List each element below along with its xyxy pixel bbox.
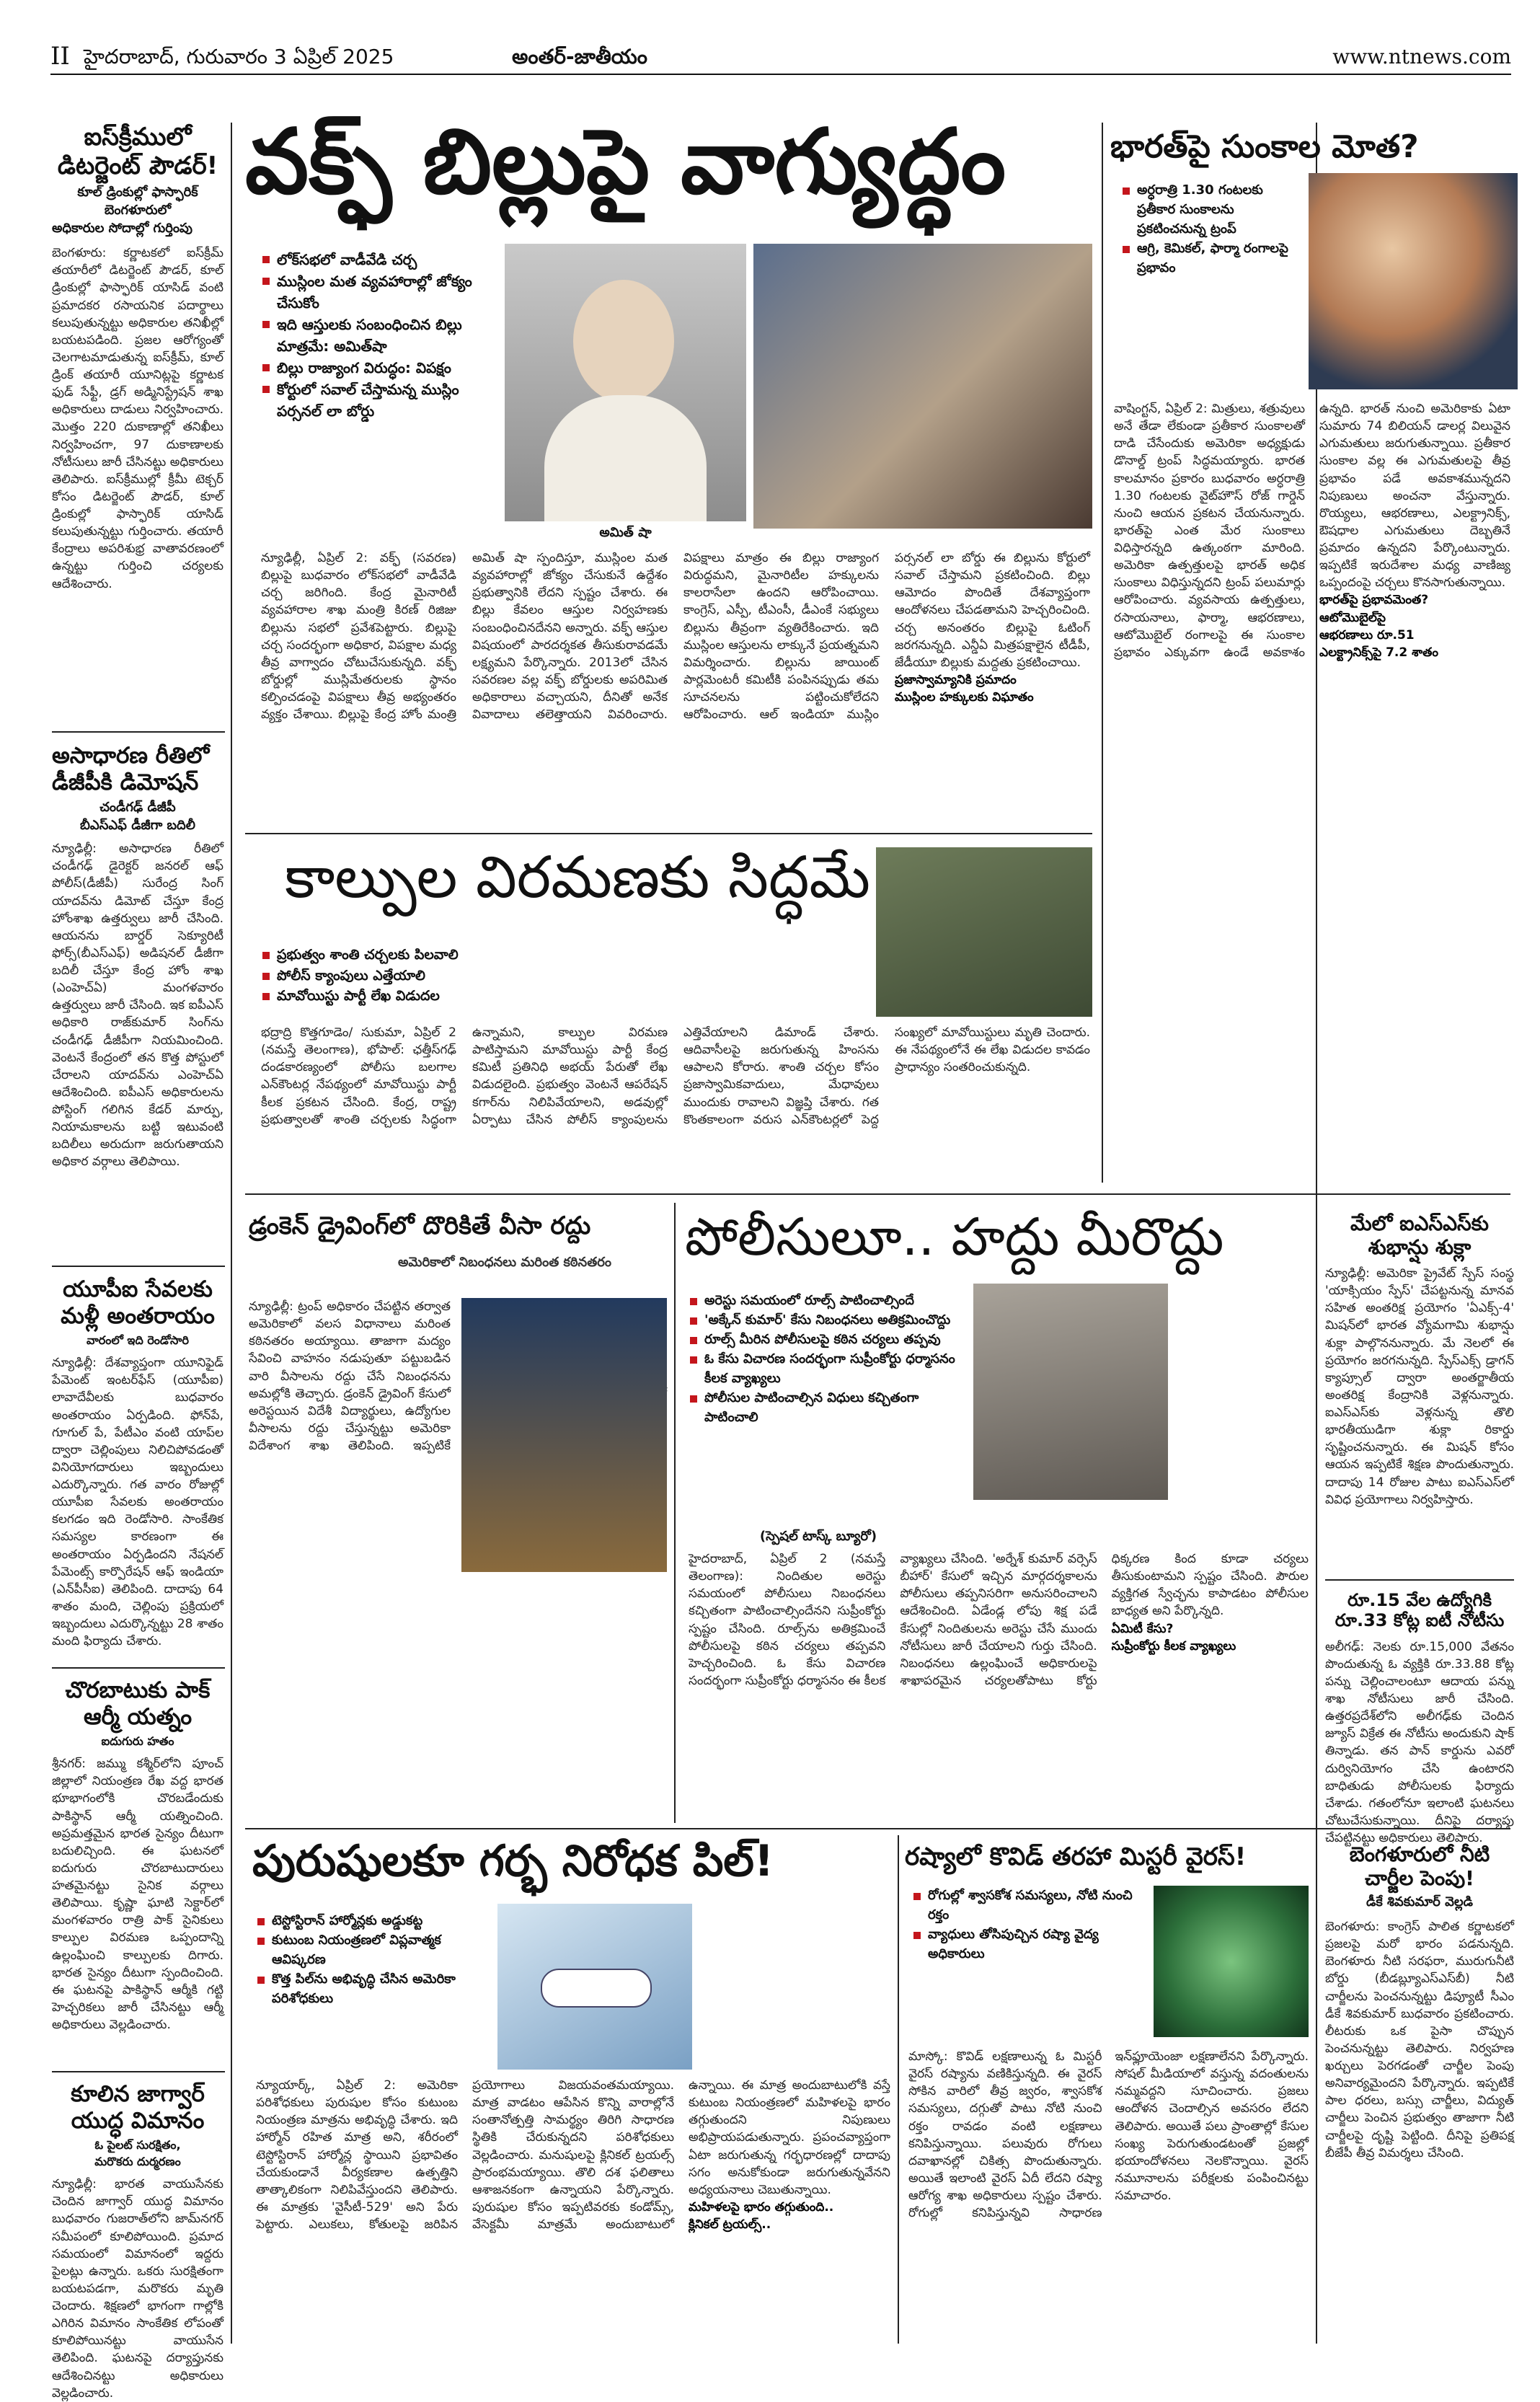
bullet-item: 'అక్కేన్ కుమార్' కేసు నిబంధనలు అతిక్రమించొద్దు xyxy=(689,1310,962,1330)
headline: రష్యాలో కొవిడ్ తరహా మిస్టరీ వైరస్! xyxy=(905,1842,1247,1871)
article-text: న్యూయార్క్, ఏప్రిల్ 2: అమెరికా పరిశోధకులు పురుషుల కోసం కుటుంబ నియంత్రణ మాత్రను అభివృద్ధి చేశారు. ఇది హార్మోన్ రహిత మాత్ర అని, శరీరంలో టెస్టోస్టిరాన్ హార్మోన్ల స్థాయిని ప్రభావితం చేయకుండానే వీర్యకణాల ఉత్పత్తిని తాత్కాలికంగా నిలిపివేస్తుందని తెలిపారు. ఈ మాత్రకు 'వైసీటీ-529' అని పేరు పెట్టారు. ఎలుకలు, కోతులపై జరిపిన ప్రయోగాలు విజయవంతమయ్యాయి. మాత్ర వాడటం ఆపేసిన కొన్ని వారాల్లోనే సంతానోత్పత్తి సామర్థ్యం తిరిగి సాధారణ స్థితికి చేరుకున్నదని పరిశోధకులు వెల్లడించారు. మనుషులపై క్లినికల్ ట్రయల్స్ ప్రారంభమయ్యాయి. తొలి దశ ఫలితాలు ఆశాజనకంగా ఉన్నాయని పేర్కొన్నారు. పురుషుల కోసం ఇప్పటివరకు కండోమ్స్, వేసెక్టమీ మాత్రమే అందుబాటులో ఉన్నాయి. ఈ మాత్ర అందుబాటులోకి వస్తే కుటుంబ నియంత్రణలో మహిళలపై భారం తగ్గుతుందని నిపుణులు అభిప్రాయపడుతున్నారు. ప్రపంచవ్యాప్తంగా ఏటా జరుగుతున్న గర్భధారణల్లో దాదాపు సగం అనుకోకుండా జరుగుతున్నవేనని అధ్యయనాలు చెబుతున్నాయి. xyxy=(256,2078,890,2232)
story-pak-army xyxy=(52,1677,224,2061)
bullet-item: బిల్లు రాజ్యాంగ విరుద్ధం: విపక్షం xyxy=(261,357,492,379)
headline: రూ.15 వేల ఉద్యోగికి రూ.33 కోట్ల ఐటీ నోటీసు xyxy=(1335,1590,1505,1631)
column-divider xyxy=(231,123,232,2344)
bullet-item: కొత్త పిల్‌ను అభివృద్ధి చేసిన అమెరికా పరిశోధకులు xyxy=(256,1969,494,2008)
photo-amit-shah xyxy=(505,244,746,521)
bullet-item: లోక్‌సభలో వాడీవేడి చర్చ xyxy=(261,249,492,270)
capsule-icon xyxy=(541,1969,652,2008)
story-upi xyxy=(52,1276,224,1659)
photo-supreme-court xyxy=(973,1284,1168,1500)
article-body xyxy=(689,1550,1309,1821)
article-body: న్యూఢిల్లీ: దేశవ్యాప్తంగా యూనిఫైడ్ పేమెంట్ ఇంటర్‌ఫేస్ (యూపీఐ) లావాదేవీలకు బుధవారం అంతరాయం ఏర్పడింది. ఫోన్‌పే, గూగుల్ పే, పేటీఎం వంటి యాప్‌ల ద్వారా చెల్లింపులు నిలిచిపోవడంతో వినియోగదారులు ఇబ్బందులు ఎదుర్కొన్నారు. గత వారం రోజుల్లో యూపీఐ సేవలకు అంతరాయం కలగడం ఇది రెండోసారి. సాంకేతిక సమస్యల కారణంగా ఈ అంతరాయం ఏర్పడిందని నేషనల్ పేమెంట్స్ కార్పొరేషన్ ఆఫ్ ఇండియా (ఎన్‌పీసీఐ) తెలిపింది. దాదాపు 64 శాతం మంది, చెల్లింపు ప్రక్రియలో ఇబ్బందులు ఎదుర్కొన్నట్టు 28 శాతం మంది ఫిర్యాదు చేశారు. xyxy=(52,1356,224,1649)
column-divider xyxy=(898,1835,899,2344)
article-body: న్యూఢిల్లీ: అసాధారణ రీతిలో చండీగఢ్ డైరెక్టర్ జనరల్ ఆఫ్ పోలీస్(డీజీపీ) సురేంద్ర సింగ్ యాదవ్‌ను డిమోట్ చేస్తూ కేంద్ర హోంశాఖ ఉత్తర్వులు జారీ చేసింది. ఆయనను బార్డర్ సెక్యూరిటీ ఫోర్స్(బీఎస్‌ఎఫ్) అడిషనల్ డీజీగా బదిలీ చేస్తూ కేంద్ర హోం శాఖ (ఎంహెచ్‌ఏ) మంగళవారం ఉత్తర్వులు జారీ చేసింది. ఇక ఐపీఎస్ అధికారి రాజ్‌కుమార్ సింగ్‌ను చండీగఢ్ డీజీపీగా నియమించింది. వెంటనే కేంద్రంలో తన కొత్త పోస్టులో చేరాలని యాదవ్‌ను ఎంహెచ్‌ఏ ఆదేశించింది. ఐపీఎస్ అధికారులను పోస్టింగ్ గలిగిన కేడర్ మార్పు, నియామకాలను బట్టి ఇటువంటి బదిలీలు అరుదుగా జరుగుతాయని అధికార వర్గాలు తెలిపాయి. xyxy=(52,842,224,1170)
face-shape xyxy=(573,280,674,402)
subhead: ఏమిటీ కేసు? xyxy=(1111,1621,1174,1636)
subheadline: డీకే శివకుమార్ వెల్లడి xyxy=(1366,1894,1473,1910)
subheadline: ఓ పైలట్ సురక్షితం, xyxy=(94,2138,181,2152)
subheadline: ఐదుగురు హతం xyxy=(101,1734,174,1749)
article-body: బెంగళూరు: కర్ణాటకలో ఐస్‌క్రీమ్ తయారీలో డిటర్జెంట్ పౌడర్, కూల్ డ్రింకుల్లో ఫాస్ఫారిక్ యాసిడ్ వంటి ప్రమాదకర రసాయనిక పదార్థాలు కలుపుతున్నట్టు అధికారుల తనిఖీల్లో బయటపడింది. ప్రజల ఆరోగ్యంతో చెలగాటమాడుతున్న ఐస్‌క్రీమ్, కూల్ డ్రింక్ తయారీ యూనిట్లపై కర్ణాటక ఫుడ్ సేఫ్టీ, డ్రగ్ అడ్మినిస్ట్రేషన్ శాఖ అధికారులు దాడులు నిర్వహించారు. మొత్తం 220 దుకాణాల్లో తనిఖీలు నిర్వహించగా, 97 దుకాణాలకు నోటీసులు జారీ చేసినట్టు అధికారులు తెలిపారు. ఐస్‌క్రీముల్లో క్రీమీ టెక్చర్ కోసం డిటర్జెంట్ పౌడర్, కూల్ డ్రింకుల్లో ఫాస్ఫారిక్ యాసిడ్ కలుపుతున్నట్టు గుర్తించారు. తయారీ కేంద్రాలు అపరిశుభ్ర వాతావరణంలో ఉన్నట్టు గుర్తించి చర్యలకు ఆదేశించారు. xyxy=(52,246,224,591)
subheadline: వారంలో ఇది రెండోసారి xyxy=(87,1333,189,1348)
article-body: శ్రీనగర్: జమ్ము కశ్మీర్‌లోని పూంచ్ జిల్లాలో నియంత్రణ రేఖ వద్ద భారత భూభాగంలోకి చొరబడేందుకు పాకిస్థాన్ ఆర్మీ యత్నించింది. అప్రమత్తమైన భారత సైన్యం దీటుగా బదులిచ్చింది. ఈ ఘటనలో ఐదుగురు చొరబాటుదారులు హతమైనట్టు సైనిక వర్గాలు తెలిపాయి. కృష్ణా ఘాటి సెక్టార్‌లో మంగళవారం రాత్రి పాక్ సైనికులు కాల్పుల విరమణ ఒప్పందాన్ని ఉల్లంఘించి కాల్పులకు దిగారు. భారత సైన్యం దీటుగా స్పందించింది. ఈ ఘటనపై పాకిస్థాన్ ఆర్మీకి గట్టి హెచ్చరికలు జారీ చేసినట్టు ఆర్మీ అధికారులు వెల్లడించారు. xyxy=(52,1757,224,2033)
lead-headline: వక్ఫ్ బిల్లుపై వాగ్యుద్ధం xyxy=(245,110,1006,214)
subheadline: అమెరికాలో నిబంధనలు మరింత కఠినతరం xyxy=(398,1255,611,1270)
headline: ఐస్‌క్రీములో డిటర్జెంట్ పౌడర్! xyxy=(57,123,218,181)
photo-pill xyxy=(497,1904,692,2070)
subhead: మహిళలపై భారం తగ్గుతుంది.. xyxy=(689,2199,834,2215)
header-date: హైదరాబాద్, గురువారం 3 ఏప్రిల్ 2025 xyxy=(84,45,394,69)
article-text: వాషింగ్టన్, ఏప్రిల్ 2: మిత్రులు, శత్రువులు అనే తేడా లేకుండా ప్రతీకార సుంకాలతో దాడి చేసేందుకు అమెరికా అధ్యక్షుడు డొనాల్డ్ ట్రంప్ సిద్ధమయ్యారు. భారత కాలమానం ప్రకారం బుధవారం అర్ధరాత్రి 1.30 గంటలకు వైట్‌హౌస్ రోజ్ గార్డెన్ నుంచి ఆయన ప్రకటన చేయనున్నారు. భారత్‌పై ఎంత మేర సుంకాలు విధిస్తారన్నది ఉత్కంఠగా మారింది. అమెరికా ఉత్పత్తులపై భారత్ అధిక సుంకాలు విధిస్తున్నదని ట్రంప్ పలుమార్లు ఆరోపించారు. వ్యవసాయ ఉత్పత్తులు, రసాయనాలు, ఫార్మా, ఆభరణాలు, ఆటోమొబైల్ రంగాలపై ఈ సుంకాల ప్రభావం ఎక్కువగా ఉండే అవకాశం ఉన్నది. భారత్ నుంచి అమెరికాకు ఏటా సుమారు 74 బిలియన్ డాలర్ల విలువైన ఎగుమతులు జరుగుతున్నాయి. ప్రతీకార సుంకాల వల్ల ఈ ఎగుమతులపై తీవ్ర ప్రభావం పడే అవకాశమున్నదని నిపుణులు అంచనా వేస్తున్నారు. రొయ్యలు, ఆభరణాలు, ఎలక్ట్రానిక్స్, ఔషధాల ఎగుమతులు దెబ్బతినే ప్రమాదం ఉన్నదని పేర్కొంటున్నారు. ఇప్పటికే ఇరుదేశాల మధ్య వాణిజ్య ఒప్పందంపై చర్చలు కొనసాగుతున్నాయి. xyxy=(1114,402,1510,660)
section-name: అంతర్-జాతీయం xyxy=(512,45,647,69)
story-bengaluru-water xyxy=(1325,1842,1514,2295)
article-body: అలీగఢ్: నెలకు రూ.15,000 వేతనం పొందుతున్న ఓ వ్యక్తికి రూ.33.88 కోట్ల పన్ను చెల్లించాలంటూ ఆదాయ పన్ను శాఖ నోటీసులు జారీ చేసింది. ఉత్తరప్రదేశ్‌లోని అలీగఢ్‌కు చెందిన జ్యూస్ విక్రేత ఈ నోటీసు అందుకుని షాక్ తిన్నాడు. తన పాన్ కార్డును ఎవరో దుర్వినియోగం చేసి ఉంటారని బాధితుడు పోలీసులకు ఫిర్యాదు చేశాడు. గతంలోనూ ఇలాంటి ఘటనలు చోటుచేసుకున్నాయి. దీనిపై దర్యాప్తు చేపట్టినట్టు అధికారులు తెలిపారు. xyxy=(1325,1639,1514,1845)
article-body: న్యూఢిల్లీ: ట్రంప్ అధికారం చేపట్టిన తర్వాత అమెరికాలో వలస విధానాలు మరింత కఠినతరం అయ్యాయి. తాజాగా మద్యం సేవించి వాహనం నడుపుతూ పట్టుబడిన వారి వీసాలను రద్దు చేసే నిబంధనను అమల్లోకి తెచ్చారు. డ్రంకెన్ డ్రైవింగ్ కేసులో అరెస్టయిన విదేశీ విద్యార్థులు, ఉద్యోగుల వీసాలను రద్దు చేస్తున్నట్టు అమెరికా విదేశాంగ శాఖ తెలిపింది. ఇప్పటికే xyxy=(249,1299,451,1453)
headline: బెంగళూరులో నీటి చార్జీల పెంపు! xyxy=(1349,1842,1490,1891)
bullet-item: అరెస్టు సమయంలో రూల్స్ పాటించాల్సిందే xyxy=(689,1291,962,1310)
subheadline: మరొకరు దుర్మరణం xyxy=(94,2155,181,2169)
headline: డ్రంకెన్ డ్రైవింగ్‌లో దొరికితే వీసా రద్దు xyxy=(249,1211,591,1240)
bullet-item: రూల్స్ మీరిన పోలీసులపై కఠిన చర్యలు తప్పవు xyxy=(689,1330,962,1349)
bullet-item: ఆగ్రి, కెమికల్, ఫార్మా రంగాలపై ప్రభావం xyxy=(1121,239,1294,278)
website-link[interactable]: www.ntnews.com xyxy=(1332,45,1511,69)
bullet-item: పోలీసుల పాటించాల్సిన విధులు కచ్చితంగా పాటించాలి xyxy=(689,1388,962,1427)
headline: భారత్‌పై సుంకాల మోత? xyxy=(1110,128,1419,165)
headline: పోలీసులూ.. హద్దు మీరొద్దు xyxy=(685,1206,1224,1267)
article-body: బెంగళూరు: కాంగ్రెస్ పాలిత కర్ణాటకలో ప్రజలపై మరో భారం పడనున్నది. బెంగళూరు నీటి సరఫరా, మురుగునీటి బోర్డు (బీడబ్ల్యూఎస్‌ఎస్‌బీ) నీటి చార్జీలను పెంచనున్నట్టు డిప్యూటీ సీఎం డీకే శివకుమార్ బుధవారం ప్రకటించారు. లీటరుకు ఒక పైసా చొప్పున పెంచనున్నట్టు తెలిపారు. నిర్వహణ ఖర్చులు పెరగడంతో చార్జీల పెంపు అనివార్యమైందని పేర్కొన్నారు. ఇప్పటికే పాల ధరలు, బస్సు చార్జీలు, విద్యుత్ చార్జీలు పెంచిన ప్రభుత్వం తాజాగా నీటి చార్జీలపై దృష్టి పెట్టింది. దీనిపై ప్రతిపక్ష బీజేపీ తీవ్ర విమర్శలు చేసింది. xyxy=(1325,1920,1514,2160)
subhead: ఎలక్ట్రానిక్స్‌పై 7.2 శాతం xyxy=(1319,645,1438,660)
subheadline: బెంగళూరులో xyxy=(104,203,172,218)
bullet-item: రోగుల్లో శ్వాసకోశ సమస్యలు, నోటి నుంచి రక్తం xyxy=(912,1886,1143,1925)
photo-caption: అమిత్ షా xyxy=(599,525,652,540)
subhead: ఆటోమొబైల్‌పై xyxy=(1319,610,1386,625)
bullet-item: మావోయిస్టు పార్టీ లేఖ విడుదల xyxy=(261,986,477,1007)
divider xyxy=(245,1193,1510,1195)
bullet-item: పోలీస్ క్యాంపులు ఎత్తేయాలి xyxy=(261,966,477,986)
subheadline: అధికారుల సోదాల్లో గుర్తింపు xyxy=(52,221,192,237)
subhead: ఆభరణాలు రూ.51 xyxy=(1319,627,1415,643)
article-text: హైదరాబాద్, ఏప్రిల్ 2 (నమస్తే తెలంగాణ): నిందితుల అరెస్టు సమయంలో పోలీసులు నిబంధనలు కచ్చితంగా పాటించాల్సిందేనని సుప్రీంకోర్టు స్పష్టం చేసింది. రూల్స్‌ను అతిక్రమించే పోలీసులపై కఠిన చర్యలు తప్పవని హెచ్చరించింది. ఓ కేసు విచారణ సందర్భంగా సుప్రీంకోర్టు ధర్మాసనం ఈ కీలక వ్యాఖ్యలు చేసింది. 'అర్నేశ్ కుమార్ వర్సెస్ బీహార్' కేసులో ఇచ్చిన మార్గదర్శకాలను పోలీసులు తప్పనిసరిగా అనుసరించాలని ఆదేశించింది. ఏడేండ్ల లోపు శిక్ష పడే కేసుల్లో నిందితులను అరెస్టు చేసే ముందు నోటీసులు జారీ చేయాలని గుర్తు చేసింది. నిబంధనలు ఉల్లంఘించే అధికారులపై శాఖాపరమైన చర్యలతోపాటు కోర్టు ధిక్కరణ కింద కూడా చర్యలు తీసుకుంటామని స్పష్టం చేసింది. పౌరుల వ్యక్తిగత స్వేచ్ఛను కాపాడటం పోలీసుల బాధ్యత అని పేర్కొన్నది. xyxy=(689,1552,1309,1688)
bullet-item: ముస్లింల మత వ్యవహారాల్లో జోక్యం చేసుకోం xyxy=(261,270,492,314)
page-number: II xyxy=(50,42,70,71)
subheadline: బీఎస్‌ఎఫ్ డీజీగా బదిలీ xyxy=(80,818,195,834)
story-shubhanshu xyxy=(1325,1211,1514,1550)
subhead: ముస్లింల హక్కులకు విఘాతం xyxy=(895,690,1034,705)
story-jaguar xyxy=(52,2081,224,2401)
article-body xyxy=(256,2077,890,2336)
bullet-list xyxy=(1121,180,1294,278)
bullet-list xyxy=(689,1291,962,1427)
bullet-list xyxy=(261,945,477,1007)
shirt-shape xyxy=(544,395,707,521)
story-icecream xyxy=(52,123,224,676)
page-header xyxy=(50,42,1511,75)
divider xyxy=(245,833,1092,834)
photo-maoist xyxy=(876,847,1092,1017)
article-body xyxy=(1114,400,1510,1179)
article-body: న్యూఢిల్లీ: అమెరికా ప్రైవేట్ స్పేస్ సంస్థ 'యాక్సియం స్పేస్' చేపట్టనున్న మానవ సహిత అంతరిక్ష ప్రయోగం 'ఏఎక్స్-4' మిషన్‌లో భారత వ్యోమగామి శుభాన్షు శుక్లా పాల్గొననున్నారు. మే నెలలో ఈ ప్రయోగం జరగనున్నది. స్పేస్‌ఎక్స్ డ్రాగన్ క్యాప్సూల్ ద్వారా అంతర్జాతీయ అంతరిక్ష కేంద్రానికి వెళ్లనున్నారు. ఐఎస్‌ఎస్‌కు వెళ్లనున్న తొలి భారతీయుడిగా శుక్లా రికార్డు సృష్టించనున్నారు. ఈ మిషన్ కోసం ఆయన ఇప్పటికే శిక్షణ పొందుతున్నారు. దాదాపు 14 రోజుల పాటు ఐఎస్‌ఎస్‌లో వివిధ ప్రయోగాలు నిర్వహిస్తారు. xyxy=(1325,1266,1514,1507)
article-text: న్యూఢిల్లీ, ఏప్రిల్ 2: వక్ఫ్ (సవరణ) బిల్లుపై బుధవారం లోక్‌సభలో వాడీవేడి చర్చ జరిగింది. కేంద్ర మైనారిటీ వ్యవహారాల శాఖ మంత్రి కిరణ్ రిజిజు బిల్లును సభలో ప్రవేశపెట్టారు. బిల్లుపై చర్చ సందర్భంగా అధికార, విపక్షాల మధ్య తీవ్ర వాగ్వాదం చోటుచేసుకున్నది. వక్ఫ్ బోర్డుల్లో ముస్లిమేతరులకు స్థానం కల్పించడంపై విపక్షాలు తీవ్ర అభ్యంతరం వ్యక్తం చేశాయి. బిల్లుపై కేంద్ర హోం మంత్రి అమిత్ షా స్పందిస్తూ, ముస్లింల మత వ్యవహారాల్లో జోక్యం చేసుకునే ఉద్దేశం ప్రభుత్వానికి లేదని స్పష్టం చేశారు. ఈ బిల్లు కేవలం ఆస్తుల నిర్వహణకు సంబంధించినదేనని అన్నారు. వక్ఫ్ ఆస్తుల విషయంలో పారదర్శకత తీసుకురావడమే లక్ష్యమని పేర్కొన్నారు. 2013లో చేసిన సవరణల వల్ల వక్ఫ్ బోర్డులకు అపరిమిత అధికారాలు వచ్చాయని, దీనితో అనేక వివాదాలు తలెత్తాయని వివరించారు. విపక్షాలు మాత్రం ఈ బిల్లు రాజ్యాంగ విరుద్ధమని, మైనారిటీల హక్కులను కాలరాసేలా ఉందని ఆరోపించాయి. కాంగ్రెస్, ఎస్పీ, టీఎంసీ, డీఎంకే సభ్యులు బిల్లును తీవ్రంగా వ్యతిరేకించారు. ఇది ముస్లింల ఆస్తులను లాక్కునే ప్రయత్నమని విమర్శించారు. బిల్లును జాయింట్ పార్లమెంటరీ కమిటీకి పంపినప్పుడు తమ సూచనలను పట్టించుకోలేదని ఆరోపించారు. ఆల్ ఇండియా ముస్లిం పర్సనల్ లా బోర్డు ఈ బిల్లును కోర్టులో సవాల్ చేస్తామని ప్రకటించింది. బిల్లు ఆమోదం పొందితే దేశవ్యాప్తంగా ఆందోళనలు చేపడతామని హెచ్చరించింది. చర్చ అనంతరం బిల్లుపై ఓటింగ్ జరగనున్నది. ఎన్డీఏ మిత్రపక్షాలైన టీడీపీ, జేడీయూ బిల్లుకు మద్దతు ప్రకటించాయి. xyxy=(261,551,1090,723)
subhead: ప్రజాస్వామ్యానికి ప్రమాదం xyxy=(895,672,1017,687)
column-divider xyxy=(1102,123,1103,1183)
subheadline: కూల్ డ్రింకుల్లో ఫాస్ఫారిక్ xyxy=(77,185,198,200)
divider xyxy=(245,1828,1510,1829)
bullet-item: వ్యాధులు తోసిపుచ్చిన రష్యా వైద్య అధికారులు xyxy=(912,1925,1143,1964)
photo-police xyxy=(461,1298,667,1572)
headline: అసాధారణ రీతిలో డీజీపీకి డిమోషన్ xyxy=(52,743,210,795)
article-body: మాస్కో: కొవిడ్ లక్షణాలున్న ఓ మిస్టరీ వైరస్ రష్యాను వణికిస్తున్నది. ఈ వైరస్ సోకిన వారిలో తీవ్ర జ్వరం, శ్వాసకోశ సమస్యలు, దగ్గుతో పాటు నోటి నుంచి రక్తం రావడం వంటి లక్షణాలు కనిపిస్తున్నాయి. పలువురు రోగులు దవాఖానల్లో చికిత్స పొందుతున్నారు. అయితే ఇలాంటి వైరస్ ఏదీ లేదని రష్యా ఆరోగ్య శాఖ అధికారులు స్పష్టం చేశారు. రోగుల్లో కనిపిస్తున్నవి సాధారణ ఇన్‌ఫ్లూయెంజా లక్షణాలేనని పేర్కొన్నారు. సోషల్ మీడియాలో వస్తున్న వదంతులను నమ్మవద్దని సూచించారు. ప్రజలు ఆందోళన చెందాల్సిన అవసరం లేదని తెలిపారు. అయితే పలు ప్రాంతాల్లో కేసుల సంఖ్య పెరుగుతుండటంతో ప్రజల్లో భయాందోళనలు నెలకొన్నాయి. వైరస్ నమూనాలను పరీక్షలకు పంపించినట్టు సమాచారం. xyxy=(908,2049,1309,2221)
bullet-item: కోర్టులో సవాల్ చేస్తామన్న ముస్లిం పర్సనల్ లా బోర్డు xyxy=(261,379,492,422)
headline: యూపీఐ సేవలకు మళ్లీ అంతరాయం xyxy=(61,1276,215,1329)
headline: చొరబాటుకు పాక్ ఆర్మీ యత్నం xyxy=(65,1677,211,1730)
bullet-item: ఓ కేసు విచారణ సందర్భంగా సుప్రీంకోర్టు ధర్మాసనం కీలక వ్యాఖ్యలు xyxy=(689,1349,962,1388)
photo-virus xyxy=(1154,1886,1309,2037)
subhead: భారత్‌పై ప్రభావమెంత? xyxy=(1319,593,1429,608)
divider xyxy=(52,1667,225,1669)
dateline: (స్పెషల్ టాస్క్ బ్యూరో) xyxy=(759,1529,877,1544)
bullet-item: అర్ధరాత్రి 1.30 గంటలకు ప్రతీకార సుంకాలను ప్రకటించనున్న ట్రంప్ xyxy=(1121,180,1294,239)
bullet-list xyxy=(261,249,492,422)
headline: పురుషులకూ గర్భ నిరోధక పిల్! xyxy=(252,1836,774,1886)
headline: మేలో ఐఎస్‌ఎస్‌కు శుభాన్షు శుక్లా xyxy=(1350,1211,1489,1260)
divider xyxy=(52,731,225,733)
divider xyxy=(52,1266,225,1267)
bullet-item: ప్రభుత్వం శాంతి చర్చలకు పిలవాలి xyxy=(261,945,477,966)
photo-trump xyxy=(1309,173,1518,389)
bullet-list xyxy=(912,1886,1143,1964)
headline: కూలిన జాగ్వార్ యుద్ధ విమానం xyxy=(71,2081,205,2134)
photo-lok-sabha xyxy=(753,244,1092,529)
divider xyxy=(52,2071,225,2072)
column-divider xyxy=(674,1203,676,1823)
story-it-notice xyxy=(1325,1590,1514,1855)
story-dgp xyxy=(52,743,224,1257)
bullet-item: కుటుంబ నియంత్రణలో విప్లవాత్మక ఆవిష్కరణ xyxy=(256,1930,494,1969)
subheadline: చండీగఢ్ డీజీపీ xyxy=(99,800,176,816)
bullet-item: ఇది ఆస్తులకు సంబంధించిన బిల్లు మాత్రమే: అమిత్‌షా xyxy=(261,314,492,357)
article-body: భద్రాద్రి కొత్తగూడెం/ సుకుమా, ఏప్రిల్ 2 (నమస్తే తెలంగాణ), భోపాల్: ఛత్తీస్‌గఢ్ దండకారణ్యంలో పోలీసు బలగాల ఎన్‌కౌంటర్ల నేపథ్యంలో మావోయిస్టు పార్టీ కీలక ప్రకటన చేసింది. కేంద్ర, రాష్ట్ర ప్రభుత్వాలతో శాంతి చర్చలకు సిద్ధంగా ఉన్నామని, కాల్పుల విరమణ పాటిస్తామని మావోయిస్టు పార్టీ కేంద్ర కమిటీ ప్రతినిధి అభయ్ పేరుతో లేఖ విడుదలైంది. ప్రభుత్వం వెంటనే ఆపరేషన్ కగార్‌ను నిలిపివేయాలని, అడవుల్లో ఏర్పాటు చేసిన పోలీస్ క్యాంపులను ఎత్తివేయాలని డిమాండ్ చేశారు. ఆదివాసీలపై జరుగుతున్న హింసను ఆపాలని కోరారు. శాంతి చర్చల కోసం ప్రజాస్వామికవాదులు, మేధావులు ముందుకు రావాలని విజ్ఞప్తి చేశారు. గత కొంతకాలంగా వరుస ఎన్‌కౌంటర్లలో పెద్ద సంఖ్యలో మావోయిస్టులు మృతి చెందారు. ఈ నేపథ్యంలోనే ఈ లేఖ విడుదల కావడం ప్రాధాన్యం సంతరించుకున్నది. xyxy=(261,1025,1090,1127)
subhead: సుప్రీంకోర్టు కీలక వ్యాఖ్యలు xyxy=(1111,1638,1236,1653)
article-body: న్యూఢిల్లీ: భారత వాయుసేనకు చెందిన జాగ్వార్ యుద్ధ విమానం బుధవారం గుజరాత్‌లోని జామ్‌నగర్ సమీపంలో కూలిపోయింది. ప్రమాద సమయంలో విమానంలో ఇద్దరు పైలట్లు ఉన్నారు. ఒకరు సురక్షితంగా బయటపడగా, మరొకరు మృతి చెందారు. శిక్షణలో భాగంగా గాల్లోకి ఎగిరిన విమానం సాంకేతిక లోపంతో కూలిపోయినట్టు వాయుసేన తెలిపింది. ఘటనపై దర్యాప్తునకు ఆదేశించినట్టు అధికారులు వెల్లడించారు. xyxy=(52,2177,224,2401)
divider xyxy=(1325,1579,1514,1581)
lead-article-body xyxy=(261,549,1090,825)
bullet-item: టెస్టోస్టిరాన్ హార్మోన్లకు అడ్డుకట్ట xyxy=(256,1911,494,1930)
headline: కాల్పుల విరమణకు సిద్ధమే xyxy=(285,844,871,911)
subhead: క్లినికల్ ట్రయల్స్.. xyxy=(689,2217,771,2232)
bullet-list xyxy=(256,1911,494,2008)
